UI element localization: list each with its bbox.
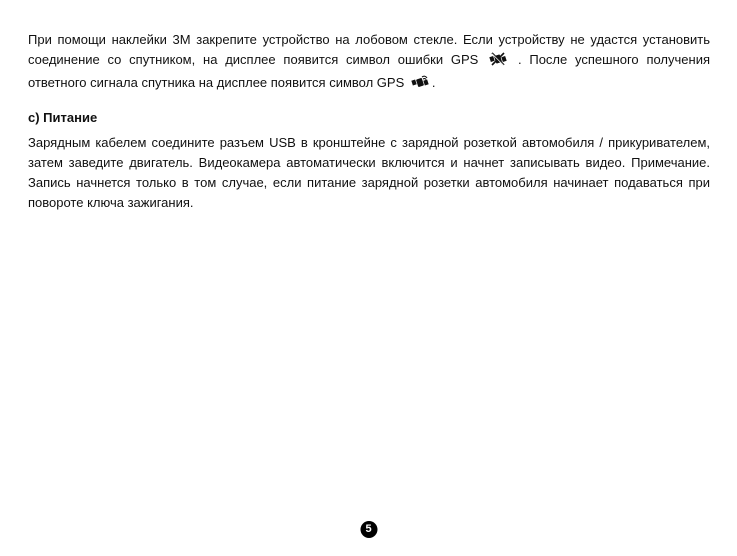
paragraph-gps-text-1: При помощи наклейки 3M закрепите устройство на лобовом стекле. Если устройству не удастся установить соединение со спутником, на дисплее появится символ ошибки GPS xyxy=(28,32,710,67)
section-power-heading: c) Питание xyxy=(28,110,98,125)
page-number-badge: 5 xyxy=(360,521,377,538)
paragraph-gps-text-3: . xyxy=(431,75,436,90)
paragraph-gps-text-2: . После успешного получения ответного сигнала спутника на дисплее появится символ GPS xyxy=(28,52,710,90)
paragraph-gps xyxy=(28,30,710,96)
gps-error-icon xyxy=(489,51,507,73)
gps-ok-icon xyxy=(411,74,429,96)
section-power-body: Зарядным кабелем соедините разъем USB в кронштейне с зарядной розеткой автомобиля / прикуривателем, затем заведите двигатель. Видеокамера автоматически включится и начнет записывать видео. Примечание. Запись начнется только в том случае, если питание зарядной розетки автомобиля начинает подаваться при повороте ключа зажигания. xyxy=(28,135,710,210)
page-content xyxy=(28,30,710,213)
